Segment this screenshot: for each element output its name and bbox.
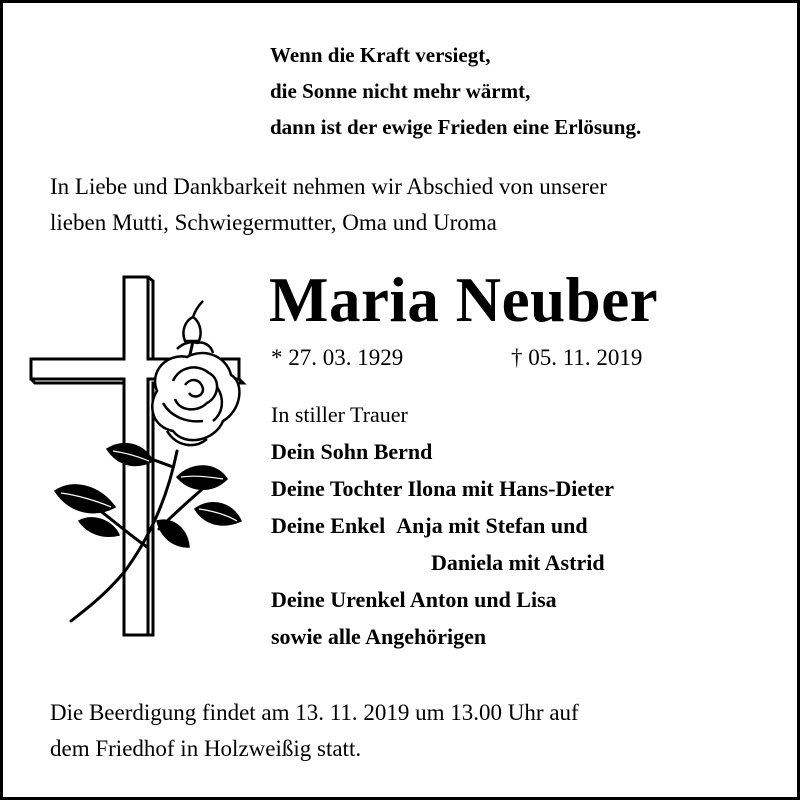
- birth-date: * 27. 03. 1929: [271, 345, 404, 370]
- mourner-relatives: sowie alle Angehörigen: [271, 624, 487, 649]
- rose-bud-icon: [177, 301, 213, 353]
- funeral-info: [50, 695, 579, 767]
- grandchildren-label: Deine Enkel: [271, 513, 386, 538]
- mourner-son: Dein Sohn Bernd: [271, 439, 433, 464]
- cross-with-rose-icon: [27, 271, 257, 641]
- deceased-name: Maria Neuber: [269, 265, 659, 335]
- farewell-intro: [50, 169, 607, 241]
- funeral-line-2: dem Friedhof in Holzweißig statt.: [50, 736, 362, 761]
- grandchildren-names-1: Anja mit Stefan und: [396, 513, 588, 538]
- mourner-daughter: Deine Tochter Ilona mit Hans-Dieter: [271, 476, 615, 501]
- mourner-great-grandchildren: Deine Urenkel Anton und Lisa: [271, 587, 557, 612]
- rose-bloom-icon: [152, 353, 239, 445]
- grandchildren-names-2: Daniela mit Astrid: [431, 550, 605, 575]
- poem: [270, 37, 641, 145]
- death-date: † 05. 11. 2019: [511, 345, 643, 370]
- mourners-list: [271, 396, 614, 655]
- funeral-line-1: Die Beerdigung findet am 13. 11. 2019 um 13.00 Uhr auf: [50, 700, 579, 725]
- poem-line-2: die Sonne nicht mehr wärmt,: [270, 79, 531, 103]
- intro-line-2: lieben Mutti, Schwiegermutter, Oma und Uroma: [50, 210, 497, 235]
- poem-line-1: Wenn die Kraft versiegt,: [270, 43, 491, 67]
- mourner-grandchildren: [271, 507, 614, 544]
- mourners-intro: In stiller Trauer: [271, 402, 408, 427]
- poem-line-3: dann ist der ewige Frieden eine Erlösung.: [270, 115, 642, 139]
- intro-line-1: In Liebe und Dankbarkeit nehmen wir Abschied von unserer: [50, 174, 607, 199]
